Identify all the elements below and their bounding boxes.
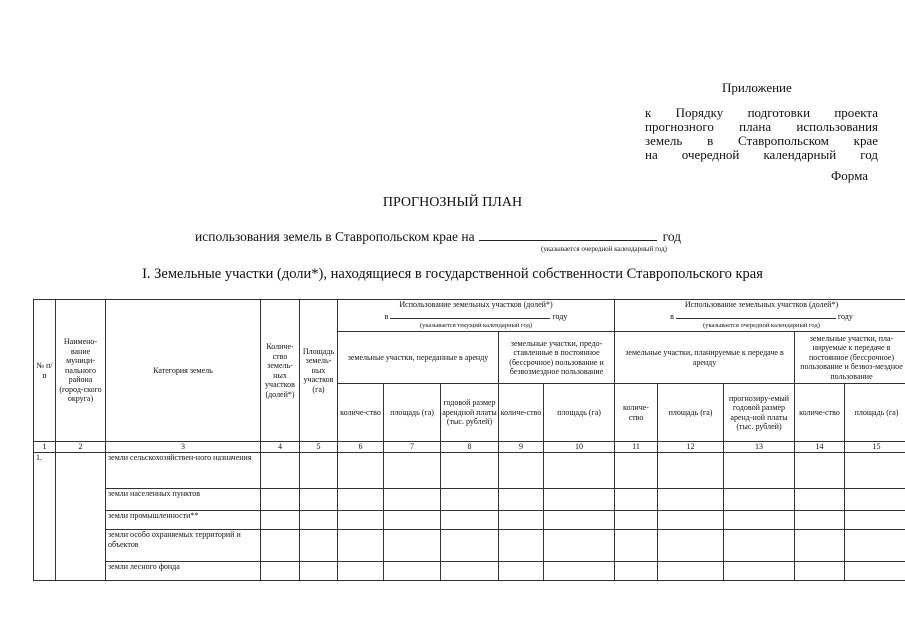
header-area: Площадь земель-ных участков (га) (300, 300, 338, 442)
header-current-rent: годовой размер арендной платы (тыс. рублей) (441, 384, 499, 442)
column-number: 5 (300, 442, 338, 453)
value-cell (338, 453, 384, 489)
value-cell (441, 489, 499, 511)
value-cell (261, 489, 300, 511)
next-in: в (670, 311, 674, 321)
column-number: 8 (441, 442, 499, 453)
column-number: 15 (845, 442, 905, 453)
value-cell (845, 511, 905, 530)
value-cell (384, 562, 441, 581)
categories-body (34, 453, 905, 581)
appendix-line: к Порядку подготовки проекта (645, 105, 878, 120)
header-next-perpetual: земельные участки, пла-нируемые к передаче в постоянное (бессрочное) пользование и безвоз-мездное пользование (795, 332, 905, 384)
header-current-area: площадь (га) (384, 384, 441, 442)
value-cell (615, 453, 658, 489)
value-cell (544, 453, 615, 489)
value-cell (441, 530, 499, 562)
appendix-title: Приложение (722, 80, 792, 95)
value-cell (724, 530, 795, 562)
value-cell (724, 453, 795, 489)
value-cell (544, 489, 615, 511)
value-cell (499, 489, 544, 511)
value-cell (658, 511, 724, 530)
document-title: ПРОГНОЗНЫЙ ПЛАН (382, 195, 523, 210)
current-year-hint: (указывается текущий календарный год) (419, 322, 533, 330)
value-cell (544, 562, 615, 581)
value-cell (441, 511, 499, 530)
header-count: Количе-ство земель-ных участков (долей*) (261, 300, 300, 442)
header-current-qty: количе-ство (338, 384, 384, 442)
value-cell (499, 453, 544, 489)
value-cell (261, 530, 300, 562)
header-current-perpetual: земельные участки, предо-ставленные в постоянное (бессрочное) пользование и безвозмездное пользование (499, 332, 615, 384)
value-cell (261, 453, 300, 489)
value-cell (615, 530, 658, 562)
value-cell (338, 511, 384, 530)
category-cell: земли промышленности** (106, 511, 261, 530)
column-number: 1 (34, 442, 56, 453)
current-in: в (384, 311, 389, 321)
value-cell (795, 530, 845, 562)
value-cell (384, 489, 441, 511)
row-number: 1. (34, 453, 56, 581)
table-row (34, 562, 905, 581)
category-cell: земли особо охраняемых территорий и объектов (106, 530, 261, 562)
value-cell (795, 562, 845, 581)
value-cell (724, 562, 795, 581)
header-num: № п/п (34, 300, 56, 442)
value-cell (658, 453, 724, 489)
subtitle-prefix: использования земель в Ставропольском крае на (195, 229, 475, 244)
next-year-blank (676, 310, 836, 319)
value-cell (499, 530, 544, 562)
category-cell: земли населенных пунктов (106, 489, 261, 511)
table-row (34, 530, 905, 562)
value-cell (300, 453, 338, 489)
value-cell (615, 489, 658, 511)
value-cell (441, 453, 499, 489)
subtitle-suffix: год (662, 229, 682, 244)
header-next-usage (615, 300, 905, 332)
current-year-word: году (552, 311, 568, 321)
value-cell (384, 511, 441, 530)
header-next-area2: площадь (га) (845, 384, 905, 442)
value-cell (658, 489, 724, 511)
value-cell (795, 511, 845, 530)
value-cell (338, 530, 384, 562)
current-usage-year (339, 310, 613, 322)
column-number: 3 (106, 442, 261, 453)
value-cell (544, 511, 615, 530)
header-current-area2: площадь (га) (544, 384, 615, 442)
column-number: 10 (544, 442, 615, 453)
year-blank-line (479, 228, 657, 241)
value-cell (845, 453, 905, 489)
table-row (34, 511, 905, 530)
header-next-qty2: количе-ство (795, 384, 845, 442)
value-cell (724, 511, 795, 530)
value-cell (300, 489, 338, 511)
current-year-blank (390, 310, 550, 319)
value-cell (384, 453, 441, 489)
value-cell (615, 562, 658, 581)
year-hint: (указывается очередной календарный год) (541, 245, 667, 253)
value-cell (300, 530, 338, 562)
header-municipality: Наимено-вание муници-пального района (город-ского округа) (56, 300, 106, 442)
value-cell (261, 511, 300, 530)
forecast-plan-table (33, 299, 905, 581)
value-cell (845, 530, 905, 562)
header-next-area: площадь (га) (658, 384, 724, 442)
column-number: 7 (384, 442, 441, 453)
value-cell (499, 562, 544, 581)
value-cell (845, 489, 905, 511)
column-numbers-row (34, 442, 905, 453)
next-year-word: году (837, 311, 853, 321)
table-row (34, 453, 905, 489)
value-cell (441, 562, 499, 581)
value-cell (338, 489, 384, 511)
value-cell (795, 453, 845, 489)
value-cell (261, 562, 300, 581)
next-usage-title: Использование земельных участков (долей*) (684, 300, 839, 310)
section-heading: I. Земельные участки (доли*), находящиеся в государственной собственности Ставропольского края (142, 266, 763, 282)
value-cell (845, 562, 905, 581)
header-next-qty: количе-ство (615, 384, 658, 442)
municipality-cell (56, 453, 106, 581)
value-cell (384, 530, 441, 562)
value-cell (544, 530, 615, 562)
header-current-lease: земельные участки, переданные в аренду (338, 332, 499, 384)
document-subtitle (195, 228, 681, 245)
header-current-qty2: количе-ство (499, 384, 544, 442)
header-current-usage (338, 300, 615, 332)
column-number: 14 (795, 442, 845, 453)
value-cell (615, 511, 658, 530)
current-usage-title: Использование земельных участков (долей*) (399, 300, 553, 310)
column-number: 12 (658, 442, 724, 453)
value-cell (338, 562, 384, 581)
header-next-lease: земельные участки, планируемые к передаче в аренду (615, 332, 795, 384)
appendix-line: земель в Ставропольском крае (645, 133, 878, 148)
value-cell (300, 562, 338, 581)
column-number: 6 (338, 442, 384, 453)
next-usage-year (616, 310, 905, 322)
form-label: Форма (831, 168, 868, 183)
table-row (34, 489, 905, 511)
header-next-rent: прогнозиру-емый годовой размер аренд-ной платы (тыс. рублей) (724, 384, 795, 442)
appendix-line: на очередной календарный год (645, 147, 878, 162)
value-cell (658, 530, 724, 562)
appendix-line: прогнозного плана использования (645, 119, 878, 134)
column-number: 11 (615, 442, 658, 453)
category-cell: земли сельскохозяйствен-ного назначения (106, 453, 261, 489)
value-cell (658, 562, 724, 581)
next-year-hint: (указывается очередной календарный год) (703, 322, 820, 330)
column-number: 9 (499, 442, 544, 453)
value-cell (724, 489, 795, 511)
value-cell (300, 511, 338, 530)
value-cell (795, 489, 845, 511)
value-cell (499, 511, 544, 530)
category-cell: земли лесного фонда (106, 562, 261, 581)
column-number: 2 (56, 442, 106, 453)
header-category: Категория земель (106, 300, 261, 442)
appendix-text (645, 106, 878, 162)
column-number: 13 (724, 442, 795, 453)
column-number: 4 (261, 442, 300, 453)
